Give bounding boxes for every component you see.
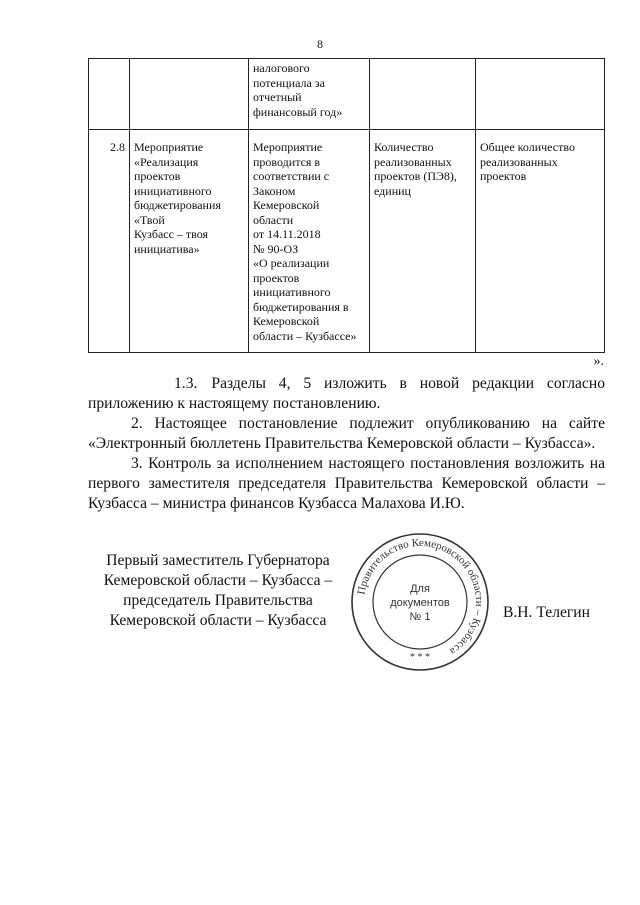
cell-name	[130, 59, 249, 130]
stamp-center-line-3: № 1	[409, 611, 431, 623]
measures-table	[88, 58, 605, 353]
paragraph-2: 2. Настоящее постановление подлежит опубликованию на сайте «Электронный бюллетень Правительства Кемеровской области – Кузбасса».	[88, 415, 605, 452]
official-stamp	[350, 532, 490, 672]
paragraph-text: Разделы 4, 5 изложить в новой редакции согласно приложению к настоящему постановлению.	[88, 375, 605, 412]
cell-indicator: Количество реализованных проектов (ПЭ8), единиц	[370, 130, 476, 353]
signature-name: В.Н. Телегин	[503, 604, 590, 621]
cell-description: налогового потенциала за отчетный финансовый год»	[249, 59, 370, 130]
cell-measure	[476, 59, 605, 130]
stamp-stars: * * *	[410, 652, 430, 663]
cell-description: Мероприятие проводится в соответствии с Законом Кемеровской области от 14.11.2018 № 90-ОЗ «О реализации проектов инициативного бюджетирования в Кемеровской области – Кузбассе»	[249, 130, 370, 353]
stamp-center-line-2: документов	[390, 597, 450, 609]
cell-indicator	[370, 59, 476, 130]
table-row	[89, 130, 605, 353]
closing-quote: ».	[593, 354, 604, 369]
cell-number: 2.8	[89, 130, 130, 353]
table-row	[89, 59, 605, 130]
cell-measure: Общее количество реализованных проектов	[476, 130, 605, 353]
stamp-center-line-1: Для	[410, 583, 430, 595]
cell-number	[89, 59, 130, 130]
stamp-ring-text: Правительство Кемеровской области – Кузбасса	[355, 536, 486, 658]
paragraph-3: 3. Контроль за исполнением настоящего постановления возложить на первого заместителя председателя Правительства Кемеровской области – Кузбасса – министра финансов Кузбасса Малахова И.Ю.	[88, 455, 605, 512]
paragraph-label: 1.3.	[174, 375, 198, 392]
cell-name: Мероприятие «Реализация проектов инициативного бюджетирования «Твой Кузбасс – твоя инициатива»	[130, 130, 249, 353]
paragraph-1-3	[88, 374, 605, 414]
page-number: 8	[317, 37, 323, 51]
signature-title: Первый заместитель Губернатора Кемеровской области – Кузбасса – председатель Правительства Кемеровской области – Кузбасса	[103, 552, 333, 629]
